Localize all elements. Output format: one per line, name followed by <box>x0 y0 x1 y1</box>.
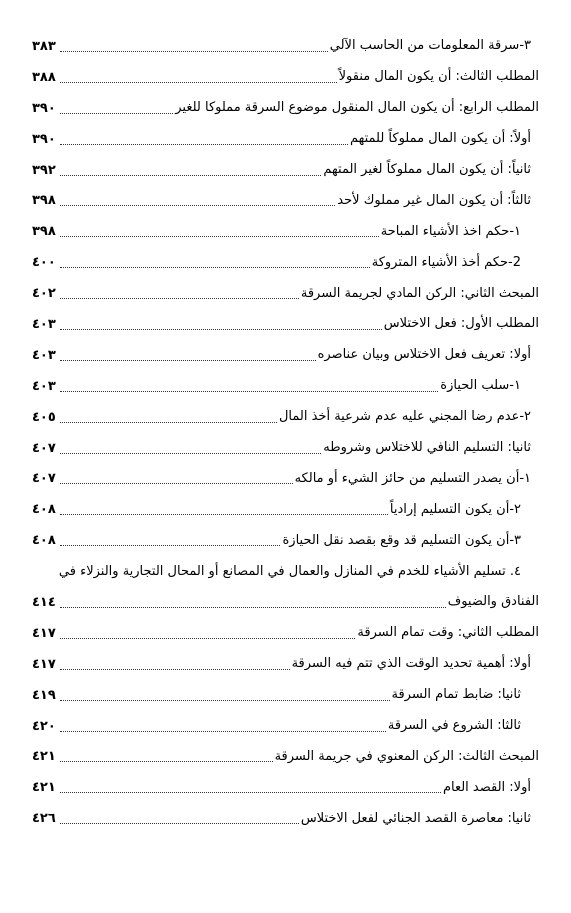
toc-entry[interactable] <box>0 155 571 186</box>
toc-entry-title: المطلب الثالث: أن يكون المال منقولاً <box>338 69 539 85</box>
toc-entry-title: أولا: أهمية تحديد الوقت الذي تتم فيه السرقة <box>291 656 531 672</box>
toc-entry-page-number: ٤٠٠ <box>32 255 56 271</box>
toc-entry[interactable] <box>0 402 571 433</box>
toc-entry-wrapped-line-2[interactable] <box>0 587 571 618</box>
dot-leader <box>60 823 299 824</box>
toc-entry-title: المطلب الرابع: أن يكون المال المنقول موضوع السرقة مملوكا للغير <box>175 100 539 116</box>
dot-leader <box>60 638 355 639</box>
toc-entry-page-number: ٤٢٠ <box>32 718 56 734</box>
toc-entry-title: المطلب الأول: فعل الاختلاس <box>383 316 539 332</box>
toc-entry-page-number: ٣٩٨ <box>32 224 56 240</box>
toc-entry-page-number: ٣٨٨ <box>32 69 56 85</box>
dot-leader <box>60 51 328 52</box>
dot-leader <box>60 298 299 299</box>
dot-leader <box>60 113 173 114</box>
toc-entry[interactable] <box>0 433 571 464</box>
toc-entry-page-number: ٤١٩ <box>32 687 56 703</box>
toc-entry-title: ١-أن يصدر التسليم من حائز الشيء أو مالكه <box>294 470 531 486</box>
toc-entry[interactable] <box>0 525 571 556</box>
toc-entry[interactable] <box>0 93 571 124</box>
toc-entry-title: ثانيا: التسليم النافي للاختلاس وشروطه <box>323 440 531 456</box>
dot-leader <box>60 514 388 515</box>
dot-leader <box>60 144 348 145</box>
toc-entry-page-number: ٤٠٣ <box>32 378 56 394</box>
dot-leader <box>60 329 382 330</box>
dot-leader <box>60 175 321 176</box>
toc-entry-title: أولا: تعريف فعل الاختلاس وبيان عناصره <box>317 347 531 363</box>
dot-leader <box>60 700 390 701</box>
toc-entry-title-continued: الفنادق والضيوف <box>447 594 539 610</box>
toc-entry-title: أولاً: أن يكون المال مملوكاً للمتهم <box>349 131 531 147</box>
toc-entry[interactable] <box>0 31 571 62</box>
toc-entry[interactable] <box>0 340 571 371</box>
toc-entry[interactable] <box>0 772 571 803</box>
toc-entry[interactable] <box>0 371 571 402</box>
toc-entry[interactable] <box>0 124 571 155</box>
dot-leader <box>60 360 316 361</box>
toc-entry-page-number: ٤١٧ <box>32 625 56 641</box>
toc-entry-title: ٣-سرقة المعلومات من الحاسب الآلي <box>329 38 531 54</box>
toc-entry-title: ثانيا: معاصرة القصد الجنائي لفعل الاختلاس <box>300 810 531 826</box>
toc-entry-title: المطلب الثاني: وقت تمام السرقة <box>357 625 539 641</box>
toc-entry[interactable] <box>0 309 571 340</box>
toc-entry-page-number: ٣٩٨ <box>32 193 56 209</box>
toc-entry[interactable] <box>0 494 571 525</box>
toc-entry-title: أولا: القصد العام <box>442 779 531 795</box>
toc-entry[interactable] <box>0 185 571 216</box>
dot-leader <box>60 391 438 392</box>
toc-entry-title: ١-حكم اخذ الأشياء المباحة <box>380 223 521 239</box>
toc-entry-page-number: ٣٨٣ <box>32 38 56 54</box>
toc-entry-page-number: ٣٩٢ <box>32 162 56 178</box>
toc-entry-page-number: ٤٢٦ <box>32 811 56 827</box>
dot-leader <box>60 267 370 268</box>
dot-leader <box>60 669 290 670</box>
toc-entry[interactable] <box>0 247 571 278</box>
toc-entry-page-number: ٤٠٨ <box>32 533 56 549</box>
toc-entry-page-number: ٣٩٠ <box>32 131 56 147</box>
toc-entry[interactable] <box>0 649 571 680</box>
toc-entry-page-number: ٤٠٨ <box>32 502 56 518</box>
toc-entry[interactable] <box>0 278 571 309</box>
toc-entry[interactable] <box>0 216 571 247</box>
toc-entry[interactable] <box>0 463 571 494</box>
dot-leader <box>60 792 441 793</box>
dot-leader <box>60 761 273 762</box>
toc-entry[interactable] <box>0 680 571 711</box>
toc-entry-page-number: ٤١٧ <box>32 656 56 672</box>
toc-entry-page-number: ٤٢١ <box>32 749 56 765</box>
toc-entry-page-number: ٤٠٧ <box>32 471 56 487</box>
toc-entry-wrapped-line-1[interactable] <box>0 556 571 587</box>
toc-entry-page-number: ٤٠٥ <box>32 409 56 425</box>
toc-entry-title: ٢-عدم رضا المجني عليه عدم شرعية أخذ المال <box>278 409 531 425</box>
dot-leader <box>60 236 379 237</box>
toc-entry-title: ٣-أن يكون التسليم قد وقع بقصد نقل الحيازة <box>282 532 521 548</box>
toc-entry-title: ٤. تسليم الأشياء للخدم في المنازل والعمال في المصانع أو المحال التجارية والنزلاء في <box>58 563 521 579</box>
dot-leader <box>60 607 446 608</box>
toc-entry[interactable] <box>0 62 571 93</box>
toc-entry-title: ثالثاً: أن يكون المال غير مملوك لأحد <box>337 192 531 208</box>
toc-entry[interactable] <box>0 741 571 772</box>
toc-entry-page-number: ٤٠٧ <box>32 440 56 456</box>
toc-entry-title: ثانيا: ضابط تمام السرقة <box>391 687 521 703</box>
dot-leader <box>60 453 321 454</box>
toc-entry[interactable] <box>0 803 571 834</box>
toc-entry-page-number: ٤٠٣ <box>32 316 56 332</box>
toc-entry-page-number: ٤٢١ <box>32 780 56 796</box>
dot-leader <box>60 545 280 546</box>
toc-entry-page-number: ٤٠٣ <box>32 347 56 363</box>
toc-entry-title: المبحث الثالث: الركن المعنوي في جريمة السرقة <box>274 748 539 764</box>
toc-entry[interactable] <box>0 711 571 742</box>
toc-entry-title: ٢-أن يكون التسليم إرادياً <box>389 501 521 517</box>
toc-entry-title: 2-حكم أخذ الأشياء المتروكة <box>371 254 521 270</box>
toc-entry-page-number: ٤٠٢ <box>32 286 56 302</box>
dot-leader <box>60 483 293 484</box>
toc-entry-title: ثالثا: الشروع في السرقة <box>387 718 521 734</box>
toc-entry-title: ١-سلب الحيازة <box>440 378 521 394</box>
dot-leader <box>60 205 335 206</box>
toc-entry-title: ثانياً: أن يكون المال مملوكاً لغير المتهم <box>323 162 531 177</box>
toc-entry-page-number: ٣٩٠ <box>32 100 56 116</box>
toc-entry-title: المبحث الثاني: الركن المادي لجريمة السرقة <box>300 285 539 301</box>
toc-entry-page-number: ٤١٤ <box>32 594 56 610</box>
dot-leader <box>60 731 386 732</box>
dot-leader <box>60 82 337 83</box>
table-of-contents <box>0 31 571 834</box>
dot-leader <box>60 422 277 423</box>
toc-entry[interactable] <box>0 618 571 649</box>
